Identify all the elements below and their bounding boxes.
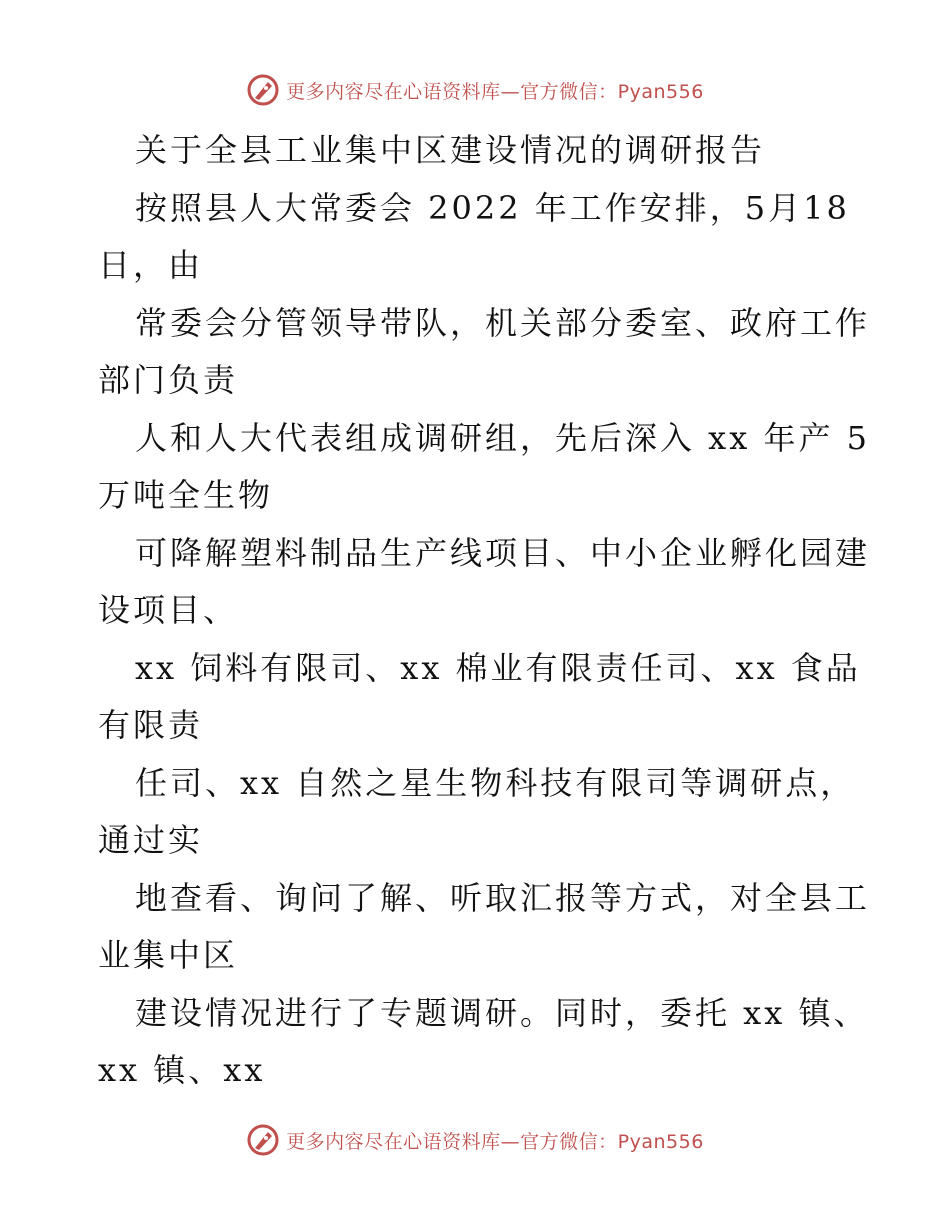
banner-promo-text: 更多内容尽在心语资料库—官方微信：Pyan556 [286, 80, 704, 103]
header-banner [0, 70, 950, 110]
banner-promo-text: 更多内容尽在心语资料库—官方微信：Pyan556 [286, 1130, 704, 1153]
paragraph-line: 可降解塑料制品生产线项目、中小企业孵化园建 [135, 533, 871, 572]
pen-nib-logo-icon [246, 73, 280, 107]
paragraph-line: 通过实 [98, 821, 204, 859]
paragraph-line: 设项目、 [98, 591, 239, 629]
paragraph-line: 有限责 [98, 706, 204, 744]
paragraph-line: 部门负责 [98, 361, 239, 399]
document-body [98, 122, 871, 1100]
document-title: 关于全县工业集中区建设情况的调研报告 [135, 131, 766, 169]
paragraph-line: 按照县人大常委会 2022 年工作安排，5月18 [135, 188, 850, 227]
banner-wechat-id: Pyan556 [617, 80, 704, 103]
paragraph-line: 建设情况进行了专题调研。同时，委托 xx 镇、 [135, 993, 869, 1032]
paragraph-line: 万吨全生物 [98, 476, 274, 514]
paragraph-line: 任司、xx 自然之星生物科技有限司等调研点， [135, 763, 856, 802]
paragraph-line: 业集中区 [98, 936, 239, 974]
paragraph-line: xx 镇、xx [98, 1051, 266, 1089]
footer-banner [0, 1120, 950, 1160]
paragraph-line: 地查看、询问了解、听取汇报等方式，对全县工 [135, 878, 871, 917]
paragraph-line: 常委会分管领导带队，机关部分委室、政府工作 [135, 303, 871, 342]
paragraph-line: 人和人大代表组成调研组，先后深入 xx 年产 5 [135, 418, 870, 457]
paragraph-line: xx 饲料有限司、xx 棉业有限责任司、xx 食品 [135, 648, 861, 687]
banner-wechat-id: Pyan556 [617, 1130, 704, 1153]
pen-nib-logo-icon [246, 1123, 280, 1157]
paragraph-line: 日，由 [98, 246, 204, 284]
